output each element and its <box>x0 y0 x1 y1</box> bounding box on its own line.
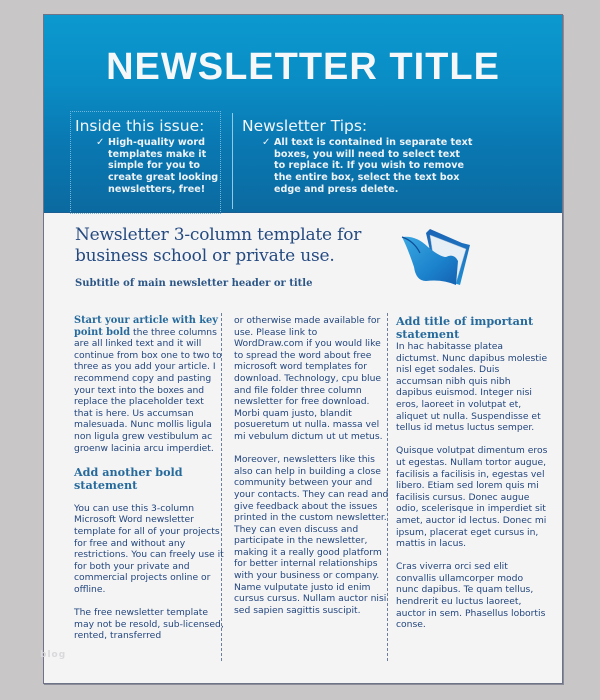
header-banner <box>44 15 562 213</box>
main-subtitle[interactable]: Subtitle of main newsletter header or title <box>75 278 313 289</box>
newsletter-tips-list[interactable] <box>262 137 474 196</box>
newsletter-page <box>43 14 563 684</box>
inside-this-issue-heading[interactable]: Inside this issue: <box>75 117 205 135</box>
article-paragraph <box>74 315 224 454</box>
tips-divider <box>232 113 233 209</box>
article-paragraph: In hac habitasse platea dictumst. Nunc dapibus molestie nisl eget sodales. Duis accumsan nibh quis nibh dapibus euismod. Integer nisi eros, laoreet in volutpat et, aliquet ut nulla. Suspendisse et tellus id metus luctus semper. <box>396 341 548 434</box>
article-paragraph: The free newsletter template may not be resold, sub-licensed, rented, transferred <box>74 607 224 642</box>
column-heading: Add another bold statement <box>74 464 183 492</box>
list-item <box>262 137 474 196</box>
blue-file-folder-icon[interactable] <box>396 223 476 293</box>
article-paragraph: You can use this 3-column Microsoft Word newsletter template for all of your projects for free and without any restrictions. You can freely use it for both your private and commercial projects online or offline. <box>74 502 224 595</box>
list-item <box>96 137 220 196</box>
column-heading: Add title of important statement <box>396 314 534 341</box>
checkmark-icon: ✓ <box>96 137 105 148</box>
main-headline[interactable]: Newsletter 3-column template for business school or private use. <box>75 225 362 266</box>
article-column-1[interactable] <box>74 315 224 653</box>
article-paragraph: Cras viverra orci sed elit convallis ullamcorper modo nunc dapibus. Te quam tellus, hendrerit eu luctus laoreet, auctor in sem. Phasellus lobortis conse. <box>396 561 546 631</box>
watermark-text: blog <box>40 650 67 660</box>
article-paragraph: Moreover, newsletters like this also can help in building a close community between your and your contacts. They can read and give feedback about the issues printed in the custom newsletter. They can even discuss and participate in the newsletter, making it a really good platform for better internal relationships with your business or company. Name vulputate justo id enim cursus cursus. Nullam auctor nisi sed sapien sagittis suscipit. <box>234 454 389 616</box>
article-paragraph: Quisque volutpat dimentum eros ut egestas. Nullam tortor augue, facilisis a facilisis in, egestas vel libero. Etiam sed lorem quis mi facilisis cursus. Donec augue odio, scelerisque in imperdiet sit amet, auctor id lectus. Donec mi ipsum, placerat eget cursus in, mattis in lacus. <box>396 445 548 550</box>
inside-this-issue-list[interactable] <box>96 137 220 196</box>
list-item-text: High-quality word templates make it simple for you to create great looking newsletters, free! <box>108 137 219 195</box>
lead-bold-text: Start your article with key point bold <box>74 315 218 338</box>
article-paragraph: or otherwise made available for use. Please link to WordDraw.com if you would like to spread the word about free microsoft word templates for download. Technology, cpu blue and file folder three column newsletter for free download. Morbi quam justo, blandit posueretum ut nulla. massa vel mi vebulum dictum ut ut metus. <box>234 315 383 442</box>
checkmark-icon: ✓ <box>262 137 271 148</box>
article-column-3[interactable] <box>396 315 548 642</box>
newsletter-tips-heading[interactable]: Newsletter Tips: <box>242 117 368 135</box>
newsletter-title[interactable]: NEWSLETTER TITLE <box>106 46 500 88</box>
lead-body-text: the three columns are all linked text and it will continue from box one to two to three as you add your article. I recommend copy and pasting your text into the boxes and replace the placeholder text that is here. Us accumsan malesuada. Nunc mollis ligula non ligula grew vestibulum ac groenw lacinia arcu imperdiet. <box>74 326 222 454</box>
article-column-2[interactable] <box>234 315 389 628</box>
list-item-text: All text is contained in separate text boxes, you will need to select text to replace it. If you wish to remove the entire box, select the text box edge and press delete. <box>274 137 473 195</box>
